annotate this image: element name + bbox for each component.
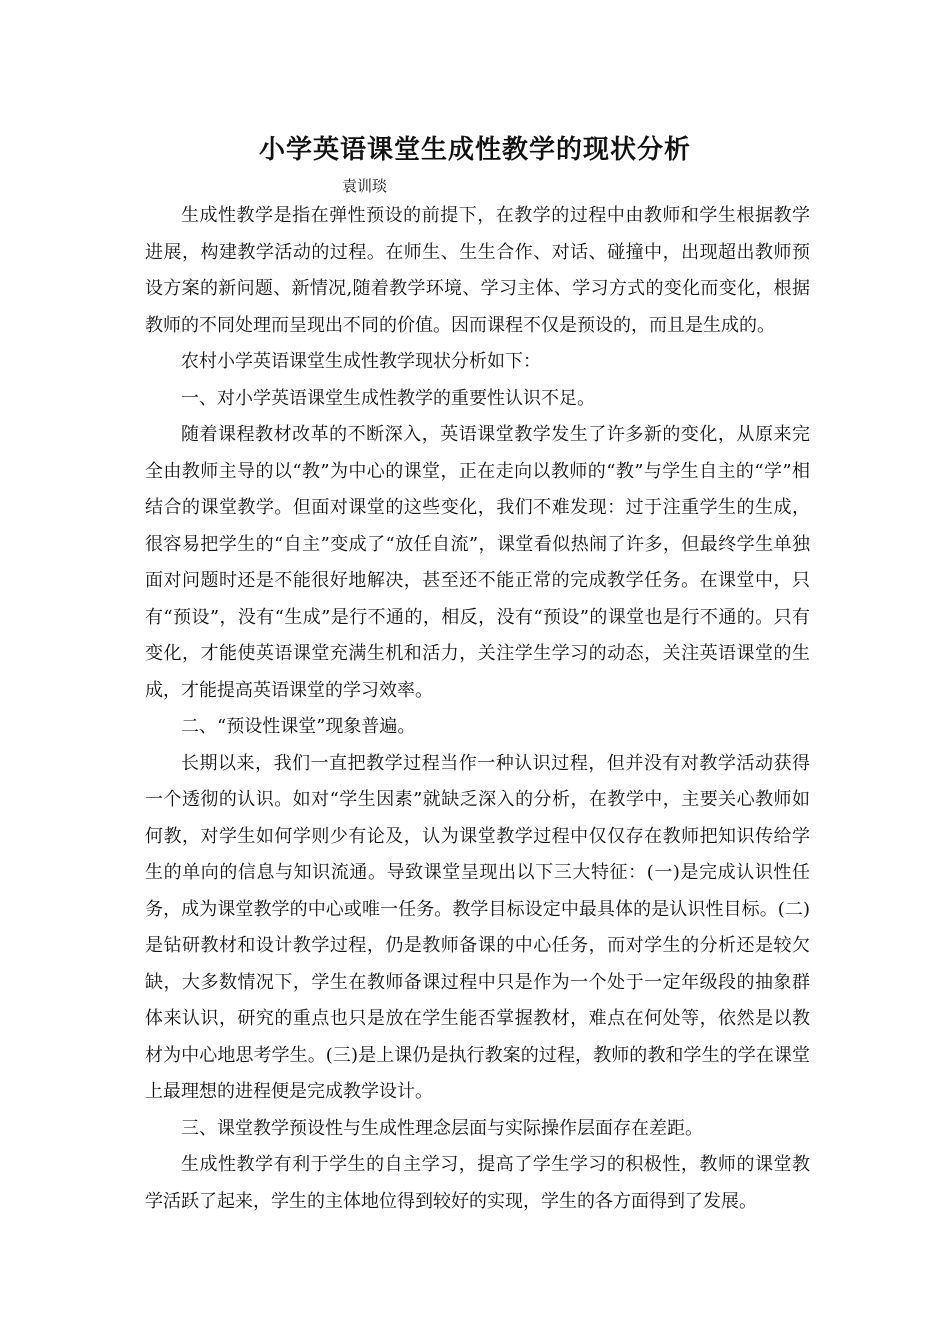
analysis-lead-paragraph: 农村小学英语课堂生成性教学现状分析如下：	[181, 351, 541, 372]
section-heading-1: 一、对小学英语课堂生成性教学的重要性认识不足。	[181, 387, 595, 409]
section-heading-3: 三、课堂教学预设性与生成性理念层面与实际操作层面存在差距。	[181, 1117, 703, 1139]
section-1-paragraph: 随着课程教材改革的不断深入，英语课堂教学发生了许多新的变化，从原来完全由教师主导的以“教”为中心的课堂，正在走向以教师的“教”与学生自主的“学”相结合的课堂教学。但面对课堂的这些变化，我们不难发现：过于注重学生的生成，很容易把学生的“自主”变成了“放任自流”，课堂看似热闹了许多，但最终学生单独面对问题时还是不能很好地解决，甚至还不能正常的完成教学任务。在课堂中，只有“预设”，没有“生成”是行不通的，相反，没有“预设”的课堂也是行不通的。只有变化，才能使英语课堂充满生机和活力，关注学生学习的动态，关注英语课堂的生成，才能提高英语课堂的学习效率。	[145, 424, 810, 701]
section-2-paragraph: 长期以来，我们一直把教学过程当作一种认识过程，但并没有对教学活动获得一个透彻的认识。如对“学生因素”就缺乏深入的分析，在教学中，主要关心教师如何教，对学生如何学则少有论及，认为课堂教学过程中仅仅存在教师把知识传给学生的单向的信息与知识流通。导致课堂呈现出以下三大特征：(一)是完成认识性任务，成为课堂教学的中心或唯一任务。教学目标设定中最具体的是认识性目标。(二)是钻研教材和设计教学过程，仍是教师备课的中心任务，而对学生的分析还是较欠缺，大多数情况下，学生在教师备课过程中只是作为一个处于一定年级段的抽象群体来认识，研究的重点也只是放在学生能否掌握教材，难点在何处等，依然是以教材为中心地思考学生。(三)是上课仍是执行教案的过程，教师的教和学生的学在课堂上最理想的进程便是完成教学设计。	[145, 752, 810, 1102]
author-name: 袁训琰	[342, 177, 388, 195]
document-title: 小学英语课堂生成性教学的现状分析	[258, 135, 691, 165]
section-heading-2: 二、“预设性课堂”现象普遍。	[181, 716, 416, 737]
intro-paragraph: 生成性教学是指在弹性预设的前提下，在教学的过程中由教师和学生根据教学进展，构建教学活动的过程。在师生、生生合作、对话、碰撞中，出现超出教师预设方案的新问题、新情况,随着教学环境、学习主体、学习方式的变化而变化，根据教师的不同处理而呈现出不同的价值。因而课程不仅是预设的，而且是生成的。	[145, 205, 810, 336]
document-body	[145, 198, 810, 1220]
section-3-paragraph: 生成性教学有利于学生的自主学习，提高了学生学习的积极性，教师的课堂教学活跃了起来，学生的主体地位得到较好的实现，学生的各方面得到了发展。	[145, 1154, 810, 1212]
